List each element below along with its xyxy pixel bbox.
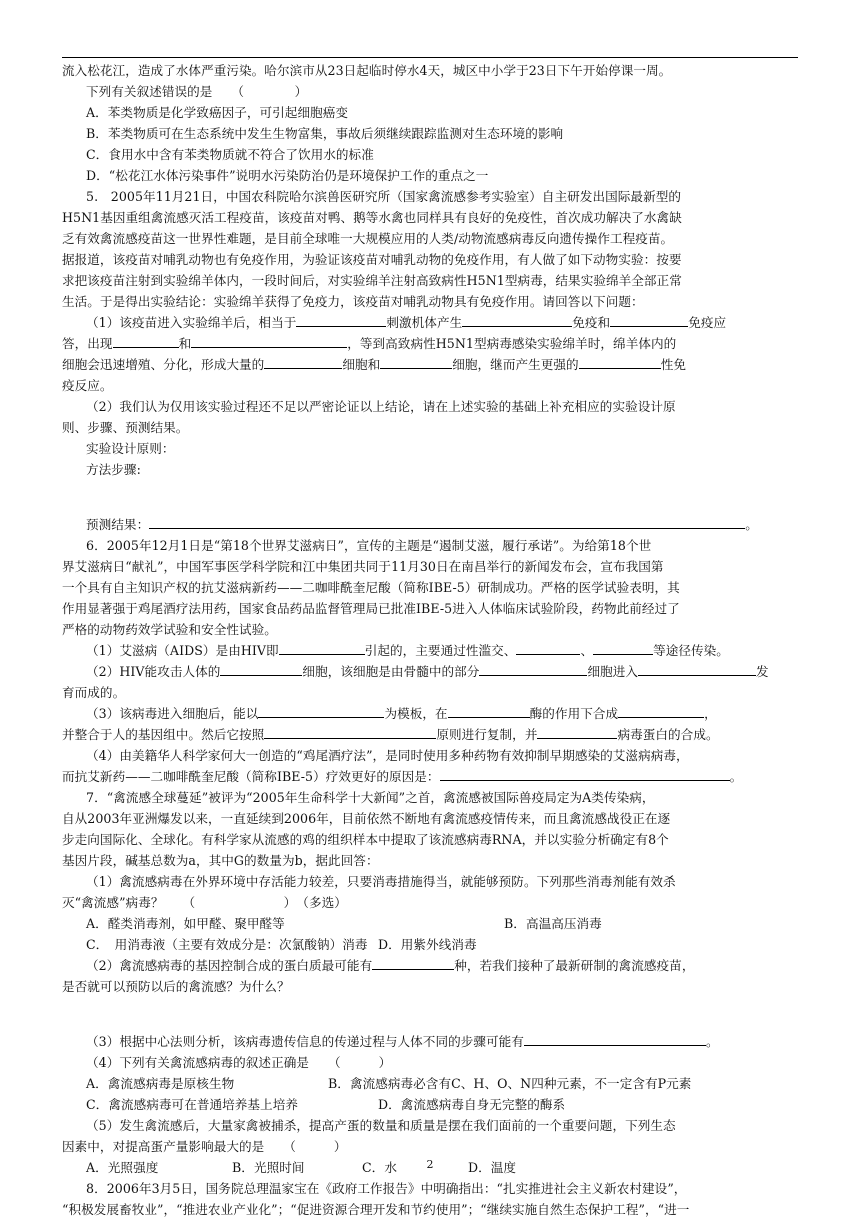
q7-4-options-row — [62, 1073, 798, 1094]
q5-intro-line: 生活。于是得出实验结论：实验绵羊获得了免疫力，该疫苗对哺乳动物具有免疫作用。请回答以下问题： — [62, 294, 644, 309]
option-b: B．禽流感病毒必含有C、H、O、N四种元素，不一定含有P元素 — [328, 1076, 692, 1091]
q5-1-text: 免疫和 — [572, 315, 611, 330]
answer-blank[interactable] — [191, 333, 347, 348]
q6-intro-line: 界艾滋病日“献礼”，中国军事医学科学院和江中集团共同于11月30日在南昌举行的新闻发布会，宣布我国第 — [62, 559, 664, 574]
answer-blank[interactable] — [380, 354, 452, 369]
answer-blank[interactable] — [448, 703, 530, 718]
q6-2-text: 发 — [756, 664, 769, 679]
q5-intro-line: 求把该疫苗注射到实验绵羊体内，一段时间后，对实验绵羊注射高致病性H5N1型病毒，结果实验绵羊全部正常 — [62, 273, 682, 288]
q5-1-line — [62, 333, 798, 354]
answer-blank[interactable] — [113, 333, 179, 348]
q6-intro-line: 6．2005年12月1日是“第18个世界艾滋病日”，宣传的主题是“遏制艾滋，履行承诺”。为给第18个世 — [86, 538, 652, 553]
q7-1-line: （1）禽流感病毒在外界环境中存活能力较差，只要消毒措施得当，就能够预防。下列那些消毒剂能有效杀 — [86, 874, 676, 889]
q7-5-line: 因素中，对提高蛋产量影响最大的是 （ ） — [62, 1139, 347, 1154]
q5-1-text: ，等到高致病性H5N1型病毒感染实验绵羊时，绵羊体内的 — [347, 336, 677, 351]
answer-blank[interactable] — [220, 661, 302, 676]
q7-3-line — [62, 1031, 798, 1052]
q7-1-options-row — [62, 934, 798, 955]
answer-blank[interactable] — [372, 955, 454, 970]
option-c: C．食用水中含有苯类物质就不符合了饮用水的标准 — [86, 147, 374, 162]
q5-intro-line: 5. 2005年11月21日，中国农科院哈尔滨兽医研究所（国家禽流感参考实验室）自主研发出国际最新型的 — [86, 189, 682, 204]
period: 。 — [745, 517, 758, 532]
q6-3-text: （3）该病毒进入细胞后，能以 — [86, 706, 259, 721]
q6-3-text: 原则进行复制，并 — [436, 727, 538, 742]
answer-blank[interactable] — [258, 703, 384, 718]
answer-blank[interactable] — [593, 640, 653, 655]
q6-intro-line: 一个具有自主知识产权的抗艾滋病新药——二咖啡酰奎尼酸（简称IBE-5）研制成功。严格的医学试验表明，其 — [62, 580, 680, 595]
q6-4-text: 而抗艾新药——二咖啡酰奎尼酸（简称IBE-5）疗效更好的原因是： — [62, 769, 440, 784]
q5-1-text: （1）该疫苗进入实验绵羊后，相当于 — [86, 315, 297, 330]
answer-blank[interactable] — [516, 640, 580, 655]
q6-3-text: 酶的作用下合成 — [529, 706, 619, 721]
exam-page — [62, 0, 798, 1216]
q6-intro-line: 严格的动物药效学试验和安全性试验。 — [62, 622, 277, 637]
q7-1-options-row — [62, 913, 798, 934]
q7-2-text: （2）禽流感病毒的基因控制合成的蛋白质最可能有 — [86, 958, 373, 973]
q6-1-text: 引起的，主要通过性滥交、 — [364, 643, 517, 658]
answer-blank[interactable] — [537, 724, 617, 739]
answer-blank[interactable] — [479, 661, 587, 676]
answer-blank[interactable] — [440, 766, 730, 781]
option-c: C． 用消毒液（主要有效成分是：次氯酸钠）消毒 — [86, 937, 368, 952]
q5-1-text: 和 — [178, 336, 192, 351]
q7-intro-line: 基因片段，碱基总数为a，其中G的数量为b，据此回答： — [62, 853, 379, 868]
option-a: A．光照强度 — [86, 1160, 159, 1175]
q6-3-line — [62, 724, 798, 745]
page-content — [62, 60, 798, 1220]
q5-1-line — [62, 354, 798, 375]
option-c: C．水 — [362, 1160, 397, 1175]
q6-3-line — [62, 703, 798, 724]
answer-blank[interactable] — [524, 1031, 706, 1046]
q8-line: “积极发展畜牧业”，“推进农业产业化”；“促进资源合理开发和节约使用”；“继续实施自然生态保护工程”，“进一 — [62, 1202, 690, 1217]
option-d: D．温度 — [468, 1160, 517, 1175]
answer-blank[interactable] — [264, 354, 342, 369]
q7-5-line: （5）发生禽流感后，大量家禽被捕杀，提高产蛋的数量和质量是摆在我们面前的一个重要问题，下列生态 — [86, 1118, 676, 1133]
q5-1-text: 细胞和 — [342, 357, 381, 372]
question-stem: 下列有关叙述错误的是 （ ） — [86, 84, 308, 99]
answer-space[interactable] — [62, 480, 798, 514]
q6-2-line: 育而成的。 — [62, 685, 126, 700]
answer-blank[interactable] — [638, 661, 756, 676]
q6-2-text: 细胞进入 — [587, 664, 639, 679]
q6-1-line — [62, 640, 798, 661]
answer-blank[interactable] — [264, 724, 436, 739]
option-d: D．“松花江水体污染事件”说明水污染防治仍是环境保护工作的重点之一 — [86, 168, 489, 183]
period: 。 — [729, 769, 743, 784]
period: 。 — [705, 1034, 719, 1049]
q5-1-text: 性免 — [660, 357, 686, 372]
answer-blank[interactable] — [579, 354, 661, 369]
q6-1-text: 、 — [580, 643, 594, 658]
q5-1-text: 刺激机体产生 — [386, 315, 463, 330]
q6-2-text: 细胞，该细胞是由骨髓中的部分 — [302, 664, 480, 679]
predict-label: 预测结果： — [86, 517, 150, 532]
q7-intro-line: 自从2003年亚洲爆发以来，一直延续到2006年，目前依然不断地有禽流感疫情传来，而且禽流感战役正在逐 — [62, 811, 671, 826]
q6-4-line — [62, 766, 798, 787]
q7-3-text: （3）根据中心法则分析，该病毒遗传信息的传递过程与人体不同的步骤可能有 — [86, 1034, 524, 1049]
q7-1-line: 灭“禽流感”病毒？ （ ） （多选） — [62, 895, 347, 910]
q6-1-text: （1）艾滋病（AIDS）是由HIV即 — [86, 643, 279, 658]
predict-line — [62, 514, 798, 535]
q5-intro-line: 乏有效禽流感疫苗这一世界性难题，是目前全球唯一大规模应用的人类/动物流感病毒反向遗传操作工程疫苗。 — [62, 231, 674, 246]
q5-1-text: 细胞会迅速增殖、分化，形成大量的 — [62, 357, 265, 372]
option-b: B．高温高压消毒 — [504, 916, 602, 931]
text-line: 流入松花江，造成了水体严重污染。哈尔滨市从23日起临时停水4天，城区中小学于23日下午开始停课一周。 — [62, 63, 672, 78]
q5-1-text: 免疫应 — [688, 315, 727, 330]
option-a: A．醛类消毒剂，如甲醛、聚甲醛等 — [86, 916, 285, 931]
option-a: A．禽流感病毒是原核生物 — [86, 1076, 235, 1091]
option-a: A．苯类物质是化学致癌因子，可引起细胞癌变 — [86, 105, 349, 120]
option-d: D．用紫外线消毒 — [378, 937, 477, 952]
option-d: D．禽流感病毒自身无完整的酶系 — [378, 1097, 566, 1112]
option-b: B．光照时间 — [232, 1160, 305, 1175]
q5-intro-line: 据报道，该疫苗对哺乳动物也有免疫作用，为验证该疫苗对哺乳动物的免疫作用，有人做了如下动物实验：按要 — [62, 252, 682, 267]
answer-space[interactable] — [62, 997, 798, 1031]
q6-2-line — [62, 661, 798, 682]
q6-3-text: 并整合于人的基因组中。然后它按照 — [62, 727, 265, 742]
q7-2-line — [62, 955, 798, 976]
q7-2-line: 是否就可以预防以后的禽流感？为什么？ — [62, 979, 290, 994]
q5-2-line: （2）我们认为仅用该实验过程还不足以严密论证以上结论，请在上述实验的基础上补充相应的实验设计原 — [86, 399, 676, 414]
q7-intro-line: 步走向国际化、全球化。有科学家从流感的鸡的组织样本中提取了该流感病毒RNA，并以实验分析确定有8个 — [62, 832, 669, 847]
q5-2-line: 则、步骤、预测结果。 — [62, 420, 189, 435]
q5-1-line: 疫反应。 — [62, 378, 113, 393]
q6-2-text: （2）HIV能攻击人体的 — [86, 664, 221, 679]
q6-3-text: ， — [704, 706, 717, 721]
option-b: B．苯类物质可在生态系统中发生生物富集，事故后须继续跟踪监测对生态环境的影响 — [86, 126, 564, 141]
answer-blank[interactable] — [149, 514, 745, 529]
q6-3-text: 病毒蛋白的合成。 — [617, 727, 719, 742]
answer-blank[interactable] — [279, 640, 365, 655]
page-number: 2 — [426, 1158, 434, 1171]
header-rule — [62, 57, 798, 58]
q5-1-text: 细胞，继而产生更强的 — [452, 357, 579, 372]
option-c: C．禽流感病毒可在普通培养基上培养 — [86, 1097, 298, 1112]
q7-4-line: （4）下列有关禽流感病毒的叙述正确是 （ ） — [86, 1055, 392, 1070]
q7-intro-line: 7．“禽流感全球蔓延”被评为“2005年生命科学十大新闻”之首，禽流感被国际兽疫局定为A类传染病， — [86, 790, 655, 805]
answer-blank[interactable] — [462, 312, 572, 327]
q6-3-text: 为模板，在 — [384, 706, 448, 721]
q8-line: 8．2006年3月5日，国务院总理温家宝在《政府工作报告》中明确指出：“扎实推进社会主义新农村建设”， — [86, 1181, 687, 1196]
answer-blank[interactable] — [618, 703, 704, 718]
q6-1-text: 等途径传染。 — [653, 643, 729, 658]
q7-2-text: 种，若我们接种了最新研制的禽流感疫苗， — [454, 958, 695, 973]
q5-1-line — [62, 312, 798, 333]
design-principle-label: 实验设计原则： — [86, 441, 175, 456]
q6-4-line: （4）由美籍华人科学家何大一创造的“鸡尾酒疗法”，是同时使用多种药物有效抑制早期感染的艾滋病病毒， — [86, 748, 689, 763]
q5-intro-line: H5N1基因重组禽流感灭活工程疫苗，该疫苗对鸭、鹅等水禽也同样具有良好的免疫性，首次成功解决了水禽缺 — [62, 210, 682, 225]
answer-blank[interactable] — [296, 312, 386, 327]
q5-1-text: 答，出现 — [62, 336, 113, 351]
answer-blank[interactable] — [610, 312, 688, 327]
q6-intro-line: 作用显著强于鸡尾酒疗法用药，国家食品药品监督管理局已批准IBE-5进入人体临床试验阶段，药物此前经过了 — [62, 601, 680, 616]
q7-4-options-row — [62, 1094, 798, 1115]
method-steps-label: 方法步骤: — [86, 462, 141, 477]
